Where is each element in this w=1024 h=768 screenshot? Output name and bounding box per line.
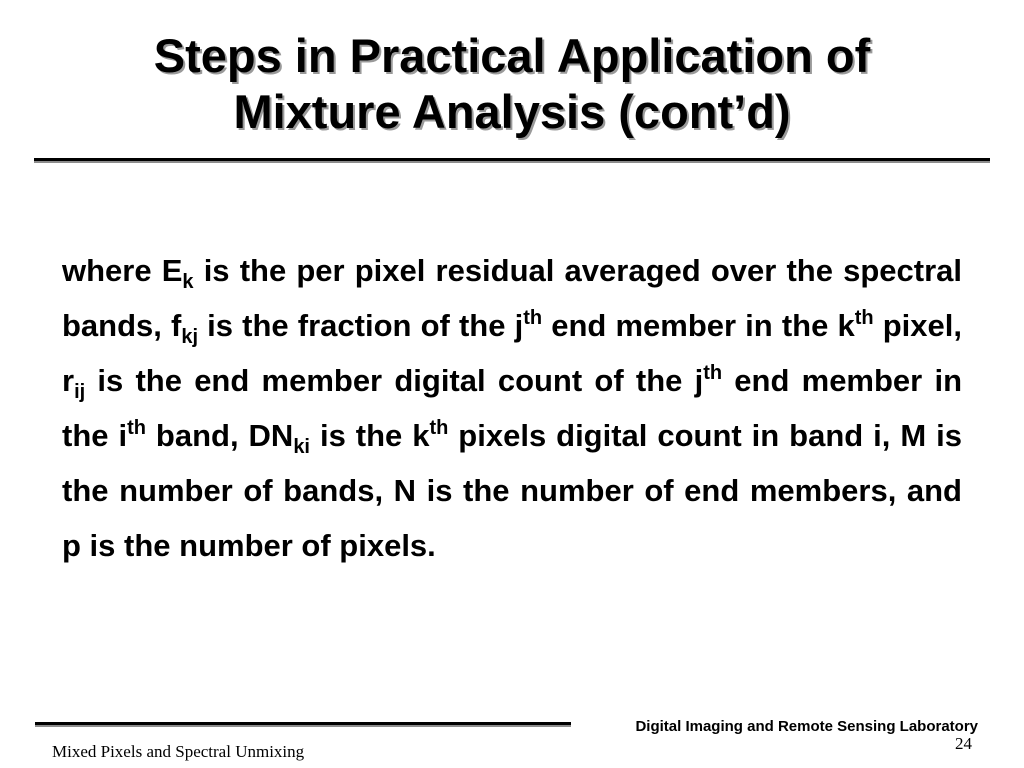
- body-text-6: is the end member digital count of the j: [85, 363, 704, 398]
- title-line-2: Mixture Analysis (cont’d): [233, 85, 791, 138]
- body-text-1: where E: [62, 253, 183, 288]
- subscript-kj: kj: [181, 326, 199, 348]
- body-text-7: end member in the i: [62, 363, 963, 453]
- subscript-ij: ij: [74, 381, 86, 403]
- title-divider: [34, 158, 990, 161]
- superscript-th-2: th: [854, 307, 874, 329]
- title-line-1: Steps in Practical Application of: [153, 29, 871, 82]
- superscript-th-5: th: [429, 417, 449, 439]
- body-text-3: is the fraction of the j: [198, 308, 524, 343]
- slide-title: [40, 28, 984, 140]
- body-paragraph: [62, 243, 962, 573]
- body-text-8: band, DN: [145, 418, 294, 453]
- subscript-k: k: [182, 271, 194, 293]
- superscript-th-1: th: [523, 307, 543, 329]
- body-text-2: is the per pixel residual averaged over the spectral bands, f: [62, 253, 962, 343]
- page-number: 24: [955, 734, 972, 753]
- body-text-10: pixels digital count in band i, M is the number of bands, N is the number of end members, and p is the number of pixels.: [62, 418, 962, 563]
- body-text-5: pixel, r: [62, 308, 963, 398]
- superscript-th-3: th: [703, 362, 723, 384]
- footer-divider: [35, 722, 571, 725]
- footer-course-title: Mixed Pixels and Spectral Unmixing: [52, 742, 305, 761]
- body-text-9: is the k: [310, 418, 430, 453]
- body-text-4: end member in the k: [542, 308, 855, 343]
- subscript-ki: ki: [293, 436, 310, 458]
- superscript-th-4: th: [127, 417, 146, 439]
- lab-name: Digital Imaging and Remote Sensing Laboratory: [635, 718, 978, 735]
